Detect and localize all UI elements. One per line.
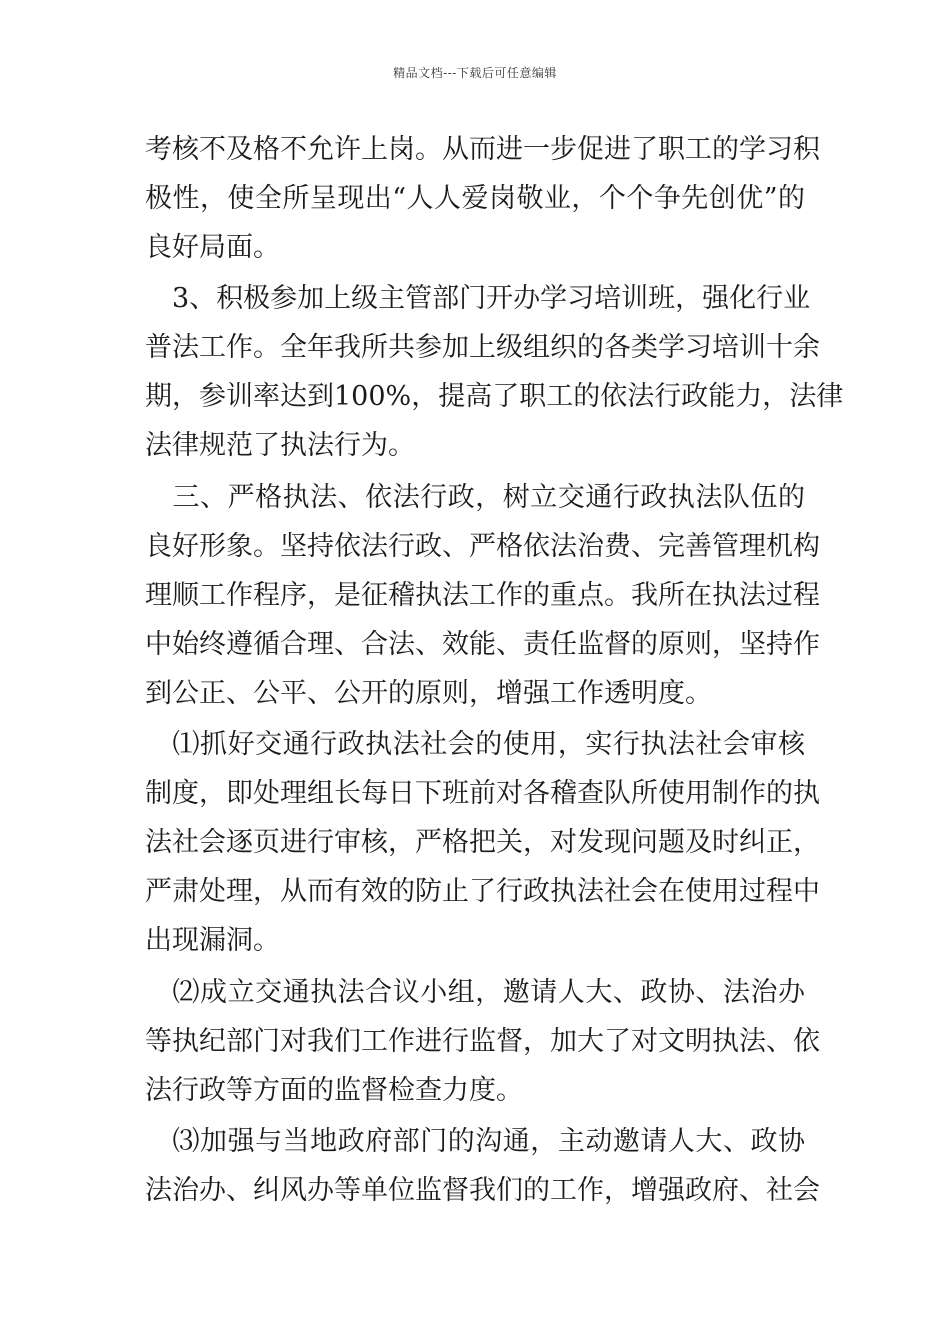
- text-line-16: 严肃处理，从而有效的防止了行政执法社会在使用过程中: [145, 876, 820, 907]
- text-line-19: 等执纪部门对我们工作进行监督，加大了对文明执法、依: [145, 1026, 820, 1057]
- text-line-11: 中始终遵循合理、合法、效能、责任监督的原则，坚持作: [145, 629, 820, 660]
- text-line-20: 法行政等方面的监督检查力度。: [145, 1075, 523, 1106]
- text-line-2: 极性，使全所呈现出“人人爱岗敬业，个个争先创优”的: [145, 183, 805, 214]
- text-line-3: 良好局面。: [145, 232, 280, 263]
- text-line-8: 三、严格执法、依法行政，树立交通行政执法队伍的: [145, 482, 805, 513]
- text-line-10: 理顺工作程序，是征稽执法工作的重点。我所在执法过程: [145, 580, 820, 611]
- text-line-5: 普法工作。全年我所共参加上级组织的各类学习培训十余: [145, 332, 820, 363]
- text-line-13: ⑴抓好交通行政执法社会的使用，实行执法社会审核: [145, 729, 805, 760]
- text-line-7: 法律规范了执法行为。: [145, 430, 415, 461]
- page-header: 精品文档---下载后可任意编辑: [393, 66, 557, 80]
- text-line-21: ⑶加强与当地政府部门的沟通，主动邀请人大、政协: [145, 1126, 805, 1157]
- text-line-17: 出现漏洞。: [145, 925, 280, 956]
- text-line-6: 期，参训率达到100%，提高了职工的依法行政能力，法律: [145, 381, 844, 412]
- text-line-9: 良好形象。坚持依法行政、严格依法治费、完善管理机构: [145, 531, 820, 562]
- text-line-18: ⑵成立交通执法合议小组，邀请人大、政协、法治办: [145, 977, 805, 1008]
- text-line-12: 到公正、公平、公开的原则，增强工作透明度。: [145, 678, 712, 709]
- text-line-1: 考核不及格不允许上岗。从而进一步促进了职工的学习积: [145, 134, 820, 165]
- text-line-22: 法治办、纠风办等单位监督我们的工作，增强政府、社会: [145, 1175, 820, 1206]
- text-line-15: 法社会逐页进行审核，严格把关，对发现问题及时纠正，: [145, 827, 820, 858]
- text-line-4: 3、积极参加上级主管部门开办学习培训班，强化行业: [145, 283, 811, 314]
- text-line-14: 制度，即处理组长每日下班前对各稽查队所使用制作的执: [145, 778, 820, 809]
